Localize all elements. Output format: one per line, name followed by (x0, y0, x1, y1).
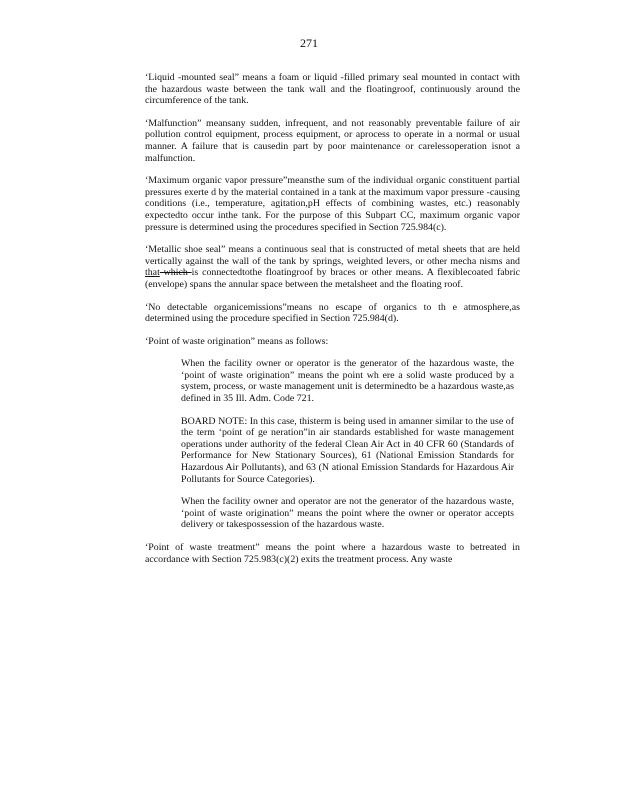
definition-liquid-mounted-seal: ‘Liquid -mounted seal” means a foam or liquid -filled primary seal mounted in contact with the hazardous waste between the tank wall and the floatingroof, continuously around the circumference of the tank. (145, 72, 520, 107)
definition-point-of-waste-treatment: ‘Point of waste treatment” means the point where a hazardous waste to betreated in accordance with Section 725.983(c)(2) exits the treatment process. Any waste (145, 542, 520, 565)
metallic-shoe-seal-text-before: ‘Metallic shoe seal” means a continuous seal that is constructed of metal sheets that are held vertically against the wall of the tank by springs, weighted levers, or other mecha nisms and (145, 244, 520, 267)
definition-malfunction: ‘Malfunction” meansany sudden, infrequent, and not reasonably preventable failure of air pollution control equipment, process equipment, or aprocess to operate in a normal or usual manner. A failure that is causedin part by poor maintenance or carelessoperation isnot a malfunction. (145, 117, 520, 164)
struck-word-which: which (159, 267, 192, 279)
metallic-shoe-seal-text-after: is connectedtothe floatingroof by braces or other means. A flexiblecoated fabric (envelope) spans the annular space between the metalsheet and the floating roof. (145, 267, 520, 290)
definition-maximum-organic-vapor-pressure: ‘Maximum organic vapor pressure”meansthe sum of the individual organic constituent partial pressures exerte d by the material contained in a tank at the maximum vapor pressure -causing conditions (i.e., temperature, agitation,pH effects of combining wastes, etc.) reasonably expectedto occur inthe tank. For the purpose of this Subpart CC, maximum organic vapor pressure is determined using the procedures specified in Section 725.984(c). (145, 175, 520, 233)
definition-point-of-waste-origination: ‘Point of waste origination” means as follows: (145, 335, 329, 347)
waste-origination-generator-clause: When the facility owner or operator is the generator of the hazardous waste, the ‘point of waste origination” means the point wh ere a solid waste produced by a system, process, or waste management unit is determinedto be a hazardous waste,as defined in 35 Ill. Adm. Code 721. (181, 358, 514, 405)
document-body (145, 72, 520, 576)
definition-no-detectable-emissions: ‘No detectable organicemissions”means no escape of organics to th e atmosphere,as determined using the procedure specified in Section 725.984(d). (145, 301, 520, 325)
inserted-word-that: that (145, 267, 160, 279)
page-number: 271 (300, 36, 318, 50)
definition-metallic-shoe-seal (145, 244, 520, 290)
board-note: BOARD NOTE: In this case, thisterm is being used in amanner similar to the use of the term ‘point of ge neration”in air standards established for waste management operations under authority of the federal Clean Air Act in 40 CFR 60 (Standards of Performance for New Stationary Sources), 61 (National Emission Standards for Hazardous Air Pollutants), and 63 (N ational Emission Standards for Hazardous Air Pollutants for Source Categories). (181, 415, 514, 485)
waste-origination-non-generator-clause: When the facility owner and operator are not the generator of the hazardous waste, ‘point of waste origination” means the point where the owner or operator accepts delivery or takespossession of the hazardous waste. (181, 496, 514, 531)
